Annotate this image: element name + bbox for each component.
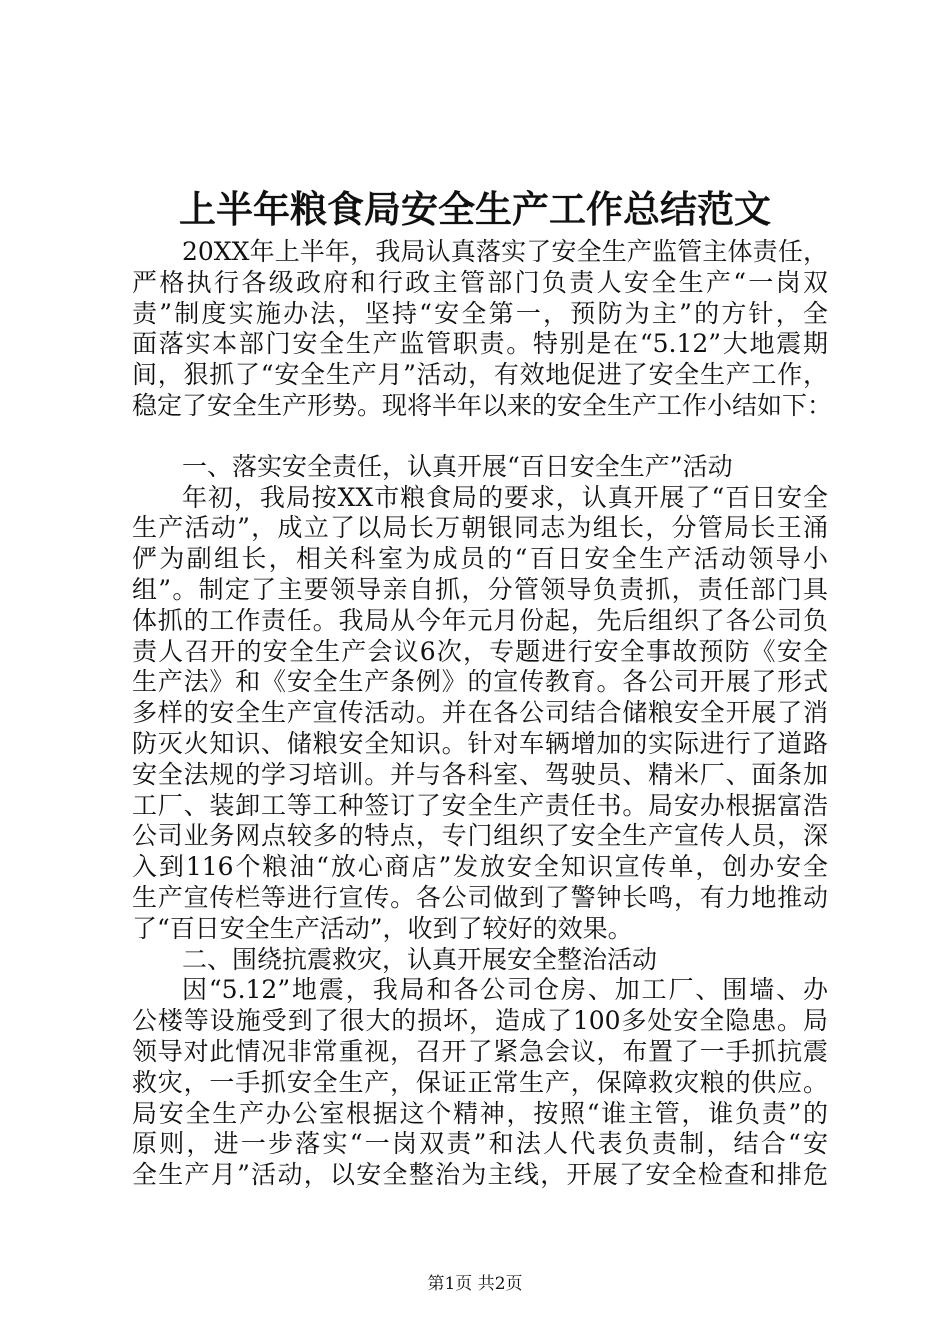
body-line: 俨为副组长，相关科室为成员的“百日安全生产活动领导小 xyxy=(132,544,828,574)
body-line: 安全法规的学习培训。并与各科室、驾驶员、精米厂、面条加 xyxy=(132,759,828,789)
body-line: 全生产月”活动，以安全整治为主线，开展了安全检查和排危 xyxy=(132,1160,828,1190)
body-line: 责”制度实施办法，坚持“安全第一，预防为主”的方针，全 xyxy=(132,298,828,328)
body-line: 生产法》和《安全生产条例》的宣传教育。各公司开展了形式 xyxy=(132,667,828,697)
body-line: 救灾，一手抓安全生产，保证正常生产，保障救灾粮的供应。 xyxy=(132,1067,828,1097)
section-heading-1: 一、落实安全责任，认真开展“百日安全生产”活动 xyxy=(182,451,733,481)
body-line: 入到116个粮油“放心商店”发放安全知识宣传单，创办安全 xyxy=(132,852,828,882)
body-line: 间，狠抓了“安全生产月”活动，有效地促进了安全生产工作， xyxy=(132,360,828,390)
body-line: 防灭火知识、储粮安全知识。针对车辆增加的实际进行了道路 xyxy=(132,728,828,758)
document-title: 上半年粮食局安全生产工作总结范文 xyxy=(179,187,771,231)
body-line: 责人召开的安全生产会议6次，专题进行安全事故预防《安全 xyxy=(132,636,828,666)
body-line: 严格执行各级政府和行政主管部门负责人安全生产“一岗双 xyxy=(132,267,828,297)
body-line: 公司业务网点较多的特点，专门组织了安全生产宣传人员，深 xyxy=(132,821,828,851)
body-line: 因“5.12”地震，我局和各公司仓房、加工厂、围墙、办 xyxy=(182,975,828,1005)
page-number: 第1页 共2页 xyxy=(427,1274,523,1294)
body-line: 生产活动”，成立了以局长万朝银同志为组长，分管局长王涌 xyxy=(132,513,828,543)
body-line: 原则，进一步落实“一岗双责”和法人代表负责制，结合“安 xyxy=(132,1129,828,1159)
body-line: 生产宣传栏等进行宣传。各公司做到了警钟长鸣，有力地推动 xyxy=(132,882,828,912)
body-line: 组”。制定了主要领导亲自抓，分管领导负责抓，责任部门具 xyxy=(132,574,828,604)
body-line: 体抓的工作责任。我局从今年元月份起，先后组织了各公司负 xyxy=(132,605,828,635)
document-body xyxy=(132,237,833,1191)
body-line: 年初，我局按XX市粮食局的要求，认真开展了“百日安全 xyxy=(182,482,828,512)
body-line: 公楼等设施受到了很大的损坏，造成了100多处安全隐患。局 xyxy=(132,1006,828,1036)
section-heading-2: 二、围绕抗震救灾，认真开展安全整治活动 xyxy=(182,944,658,974)
body-line: 多样的安全生产宣传活动。并在各公司结合储粮安全开展了消 xyxy=(132,698,828,728)
body-line: 领导对此情况非常重视，召开了紧急会议，布置了一手抓抗震 xyxy=(132,1036,828,1066)
body-line: 面落实本部门安全生产监管职责。特别是在“5.12”大地震期 xyxy=(132,329,828,359)
body-line: 了“百日安全生产活动”，收到了较好的效果。 xyxy=(132,913,633,943)
body-line: 局安全生产办公室根据这个精神，按照“谁主管，谁负责”的 xyxy=(132,1098,828,1128)
body-line: 20XX年上半年，我局认真落实了安全生产监管主体责任， xyxy=(182,237,828,266)
body-line: 工厂、装卸工等工种签订了安全生产责任书。局安办根据富浩 xyxy=(132,790,828,820)
body-line: 稳定了安全生产形势。现将半年以来的安全生产工作小结如下： xyxy=(132,390,833,420)
